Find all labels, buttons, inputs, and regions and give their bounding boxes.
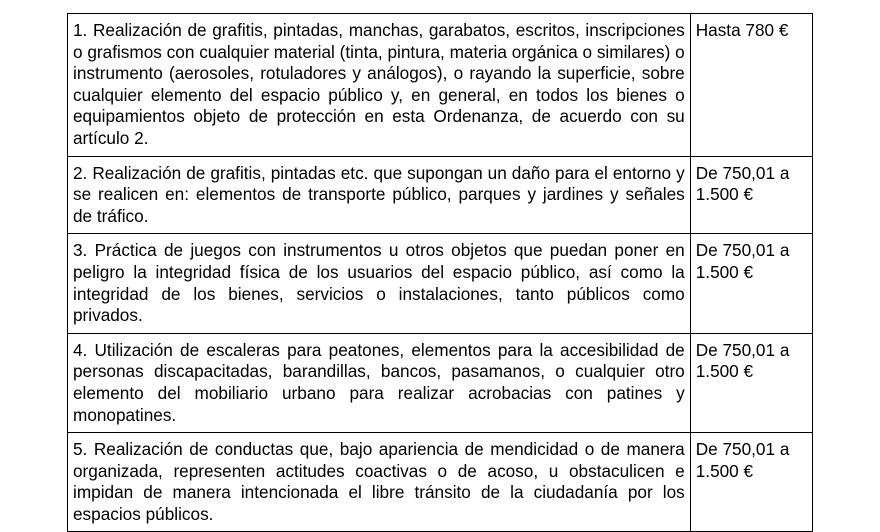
table-row — [68, 433, 813, 532]
infraction-description: 4. Utilización de escaleras para peatones, elementos para la accesibilidad de personas discapacitadas, barandillas, bancos, pasamanos, o cualquier otro elemento del mobiliario urbano para realizar acrobacias con patines y monopatines. — [68, 333, 691, 432]
table-row — [68, 234, 813, 333]
fine-amount: De 750,01 a 1.500 € — [690, 234, 812, 333]
fine-amount: Hasta 780 € — [690, 14, 812, 157]
infraction-description: 5. Realización de conductas que, bajo apariencia de mendicidad o de manera organizada, representen actitudes coactivas o de acoso, u obstaculicen e impidan de manera intencionada el libre tránsito de la ciudadanía por los espacios públicos. — [68, 433, 691, 532]
table-row — [68, 156, 813, 234]
fine-amount: De 750,01 a 1.500 € — [690, 156, 812, 234]
sanctions-table — [67, 13, 813, 532]
table-row — [68, 14, 813, 157]
infraction-description: 1. Realización de grafitis, pintadas, manchas, garabatos, escritos, inscripciones o grafismos con cualquier material (tinta, pintura, materia orgánica o similares) o instrumento (aerosoles, rotuladores y análogos), o rayando la superficie, sobre cualquier elemento del espacio público y, en general, en todos los bienes o equipamientos objeto de protección en esta Ordenanza, de acuerdo con su artículo 2. — [68, 14, 691, 157]
infraction-description: 2. Realización de grafitis, pintadas etc. que supongan un daño para el entorno y se realicen en: elementos de transporte público, parques y jardines y señales de tráfico. — [68, 156, 691, 234]
table-row — [68, 333, 813, 432]
fine-amount: De 750,01 a 1.500 € — [690, 433, 812, 532]
fine-amount: De 750,01 a 1.500 € — [690, 333, 812, 432]
infraction-description: 3. Práctica de juegos con instrumentos u otros objetos que puedan poner en peligro la integridad física de los usuarios del espacio público, así como la integridad de los bienes, servicios o instalaciones, tanto públicos como privados. — [68, 234, 691, 333]
